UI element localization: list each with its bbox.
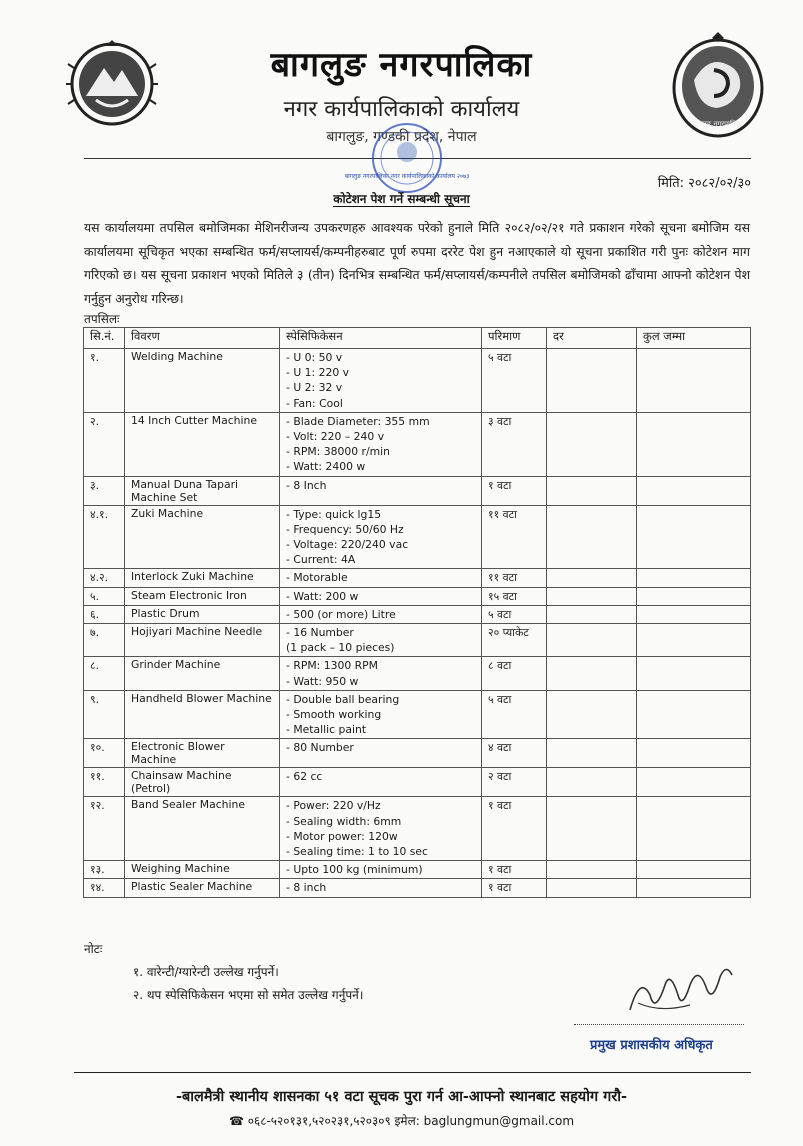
- table-row: [84, 349, 751, 413]
- cell-sn: ४.२.: [84, 569, 125, 587]
- cell-sn: ५.: [84, 587, 125, 605]
- footer-contact: ☎ ०६८-५२०१३१,५२०२३१,५२०३०९ इमेल: baglungmun@gmail.com: [228, 1114, 575, 1128]
- cell-total: [637, 879, 751, 897]
- office-address: बागलुङ, गण्डकी प्रदेश, नेपाल: [326, 129, 477, 145]
- notice-subject: [0, 190, 803, 207]
- cell-qty: १ वटा: [482, 861, 547, 879]
- cell-sn: ६.: [84, 605, 125, 623]
- table-row: [84, 690, 751, 739]
- cell-rate: [547, 587, 637, 605]
- spec-line: - Blade Diameter: 355 mm: [286, 414, 430, 428]
- spec-line: - Volt: 220 – 240 v: [286, 430, 385, 444]
- cell-total: [637, 861, 751, 879]
- spec-line: - Metallic paint: [286, 723, 367, 737]
- cell-rate: [547, 657, 637, 690]
- spec-line: (1 pack – 10 pieces): [286, 641, 395, 655]
- col-header-desc: विवरण: [125, 328, 280, 349]
- items-table-body: [84, 349, 751, 898]
- footer-slogan: -बालमैत्री स्थानीय शासनका ५१ वटा सूचक पुरा गर्न आ-आफ्नो स्थानबाट सहयोग गरौ-: [175, 1089, 628, 1105]
- table-row: [84, 739, 751, 768]
- items-table: [83, 327, 751, 898]
- cell-rate: [547, 768, 637, 797]
- cell-sn: १.: [84, 349, 125, 413]
- col-header-qty: परिमाण: [482, 328, 547, 349]
- table-row: [84, 861, 751, 879]
- cell-qty: २० प्याकेट: [482, 624, 547, 657]
- cell-spec: [280, 476, 482, 505]
- signature-line: [574, 1024, 744, 1025]
- cell-sn: २.: [84, 412, 125, 476]
- stamp-text: बागलुङ नगरपालिका नगर कार्यपालिकाको कार्यालय २०७३: [344, 173, 470, 180]
- table-row: [84, 657, 751, 690]
- cell-sn: १२.: [84, 797, 125, 861]
- cell-desc: Grinder Machine: [125, 657, 280, 690]
- cell-total: [637, 349, 751, 413]
- cell-spec: [280, 624, 482, 657]
- cell-rate: [547, 624, 637, 657]
- spec-line: - Sealing width: 6mm: [286, 814, 402, 828]
- spec-line: - Upto 100 kg (minimum): [286, 863, 423, 877]
- cell-rate: [547, 412, 637, 476]
- cell-qty: १५ वटा: [482, 587, 547, 605]
- cell-desc: Welding Machine: [125, 349, 280, 413]
- details-label: तपसिलः: [84, 312, 120, 326]
- cell-sn: ११.: [84, 768, 125, 797]
- cell-spec: [280, 412, 482, 476]
- cell-desc: Electronic Blower Machine: [125, 739, 280, 768]
- cell-total: [637, 505, 751, 569]
- table-header-row: [84, 328, 751, 349]
- spec-line: - 8 inch: [286, 881, 327, 895]
- spec-line: - Fan: Cool: [286, 396, 343, 410]
- col-header-total: कुल जम्मा: [637, 328, 751, 349]
- footer-divider: [74, 1072, 751, 1073]
- cell-desc: Hojiyari Machine Needle: [125, 624, 280, 657]
- note-item: २. थप स्पेसिफिकेसन भएमा सो समेत उल्लेख गर्नुपर्ने।: [133, 988, 364, 1002]
- spec-line: - RPM: 38000 r/min: [286, 445, 390, 459]
- spec-line: - Watt: 950 w: [286, 674, 359, 688]
- cell-sn: ४.१.: [84, 505, 125, 569]
- cell-spec: [280, 605, 482, 623]
- cell-total: [637, 690, 751, 739]
- spec-line: - Double ball bearing: [286, 692, 400, 706]
- cell-qty: ५ वटा: [482, 690, 547, 739]
- cell-qty: २ वटा: [482, 768, 547, 797]
- cell-rate: [547, 739, 637, 768]
- notice-date: मिति: २०८२/०२/३०: [657, 176, 751, 191]
- spec-line: - Motor power: 120w: [286, 829, 398, 843]
- cell-total: [637, 412, 751, 476]
- cell-total: [637, 768, 751, 797]
- cell-qty: ११ वटा: [482, 505, 547, 569]
- cell-rate: [547, 797, 637, 861]
- emblem-caption: बागलुङ नगरपालिका: [692, 120, 744, 128]
- cell-total: [637, 569, 751, 587]
- cell-qty: ३ वटा: [482, 412, 547, 476]
- cell-total: [637, 739, 751, 768]
- cell-desc: 14 Inch Cutter Machine: [125, 412, 280, 476]
- cell-sn: ९.: [84, 690, 125, 739]
- cell-spec: [280, 690, 482, 739]
- table-row: [84, 476, 751, 505]
- cell-spec: [280, 505, 482, 569]
- cell-total: [637, 624, 751, 657]
- cell-qty: ५ वटा: [482, 605, 547, 623]
- cell-qty: १ वटा: [482, 476, 547, 505]
- table-row: [84, 768, 751, 797]
- notes-label: नोटः: [84, 942, 103, 956]
- cell-desc: Band Sealer Machine: [125, 797, 280, 861]
- notice-subject-text: कोटेशन पेश गर्ने सम्बन्धी सूचना: [333, 192, 470, 206]
- table-row: [84, 605, 751, 623]
- spec-line: - 8 Inch: [286, 478, 327, 492]
- cell-spec: [280, 768, 482, 797]
- spec-line: - Voltage: 220/240 vac: [286, 538, 409, 552]
- table-row: [84, 412, 751, 476]
- cell-total: [637, 797, 751, 861]
- cell-desc: Handheld Blower Machine: [125, 690, 280, 739]
- office-title: बागलुङ नगरपालिका: [270, 45, 533, 85]
- cell-sn: १०.: [84, 739, 125, 768]
- cell-desc: Chainsaw Machine (Petrol): [125, 768, 280, 797]
- table-row: [84, 569, 751, 587]
- cell-rate: [547, 690, 637, 739]
- spec-line: - Sealing time: 1 to 10 sec: [286, 845, 428, 859]
- office-stamp: [344, 118, 470, 198]
- table-row: [84, 505, 751, 569]
- cell-rate: [547, 569, 637, 587]
- cell-sn: १४.: [84, 879, 125, 897]
- cell-rate: [547, 605, 637, 623]
- signature: [620, 955, 740, 1025]
- spec-line: - U 1: 220 v: [286, 366, 350, 380]
- cell-spec: [280, 739, 482, 768]
- table-row: [84, 587, 751, 605]
- cell-spec: [280, 349, 482, 413]
- cell-qty: १ वटा: [482, 879, 547, 897]
- cell-desc: Zuki Machine: [125, 505, 280, 569]
- cell-rate: [547, 349, 637, 413]
- col-header-rate: दर: [547, 328, 637, 349]
- table-row: [84, 624, 751, 657]
- col-header-spec: स्पेसिफिकेसन: [280, 328, 482, 349]
- spec-line: - Smooth working: [286, 708, 382, 722]
- cell-spec: [280, 879, 482, 897]
- signatory-title: प्रमुख प्रशासकीय अधिकृत: [590, 1038, 713, 1053]
- cell-rate: [547, 505, 637, 569]
- spec-line: - Watt: 2400 w: [286, 460, 366, 474]
- cell-spec: [280, 657, 482, 690]
- cell-spec: [280, 861, 482, 879]
- spec-line: - Current: 4A: [286, 553, 356, 567]
- cell-total: [637, 605, 751, 623]
- spec-line: - Motorable: [286, 571, 348, 585]
- cell-desc: Manual Duna Tapari Machine Set: [125, 476, 280, 505]
- spec-line: - U 0: 50 v: [286, 351, 343, 364]
- cell-desc: Weighing Machine: [125, 861, 280, 879]
- notice-body: यस कार्यालयमा तपसिल बमोजिमका मेशिनरीजन्य उपकरणहरु आवश्यक परेको हुनाले मिति २०८२/०२/२१ गते प्रकाशन गरेको सूचना बमोजिम यस कार्यालयमा सूचिकृत भएका सम्बन्धित फर्म/सप्लायर्स/कम्पनीहरुबाट पूर्ण रुपमा दररेट पेश हुन नआएकाले यो सूचना प्रकाशित गरी पुनः कोटेशन माग गरिएको छ। यस सूचना प्रकाशन भएको मितिले ३ (तीन) दिनभित्र सम्बन्धित फर्म/सप्लायर्स/कम्पनीले तपसिल बमोजिमको ढाँचामा आफ्नो कोटेशन पेश गर्नुहुन अनुरोध गरिन्छ।: [84, 220, 750, 306]
- cell-total: [637, 587, 751, 605]
- table-row: [84, 879, 751, 897]
- cell-rate: [547, 476, 637, 505]
- cell-rate: [547, 879, 637, 897]
- cell-sn: ७.: [84, 624, 125, 657]
- col-header-sn: सि.नं.: [84, 328, 125, 349]
- cell-desc: Plastic Drum: [125, 605, 280, 623]
- cell-sn: ३.: [84, 476, 125, 505]
- cell-qty: ५ वटा: [482, 349, 547, 413]
- spec-line: - 80 Number: [286, 741, 354, 755]
- cell-desc: Interlock Zuki Machine: [125, 569, 280, 587]
- spec-line: - Watt: 200 w: [286, 589, 359, 603]
- spec-line: - U 2: 32 v: [286, 381, 343, 395]
- cell-spec: [280, 569, 482, 587]
- spec-line: - 500 (or more) Litre: [286, 607, 396, 621]
- spec-line: - Power: 220 v/Hz: [286, 799, 381, 813]
- cell-qty: ४ वटा: [482, 739, 547, 768]
- spec-line: - 16 Number: [286, 626, 354, 640]
- cell-desc: Steam Electronic Iron: [125, 587, 280, 605]
- cell-spec: [280, 587, 482, 605]
- cell-spec: [280, 797, 482, 861]
- cell-sn: ८.: [84, 657, 125, 690]
- cell-qty: ८ वटा: [482, 657, 547, 690]
- note-item: १. वारेन्टी/ग्यारेन्टी उल्लेख गर्नुपर्ने।: [133, 965, 279, 979]
- table-row: [84, 797, 751, 861]
- cell-qty: १ वटा: [482, 797, 547, 861]
- cell-total: [637, 476, 751, 505]
- spec-line: - 62 cc: [286, 770, 323, 784]
- cell-rate: [547, 861, 637, 879]
- cell-desc: Plastic Sealer Machine: [125, 879, 280, 897]
- spec-line: - Type: quick lg15: [286, 507, 382, 521]
- cell-qty: ११ वटा: [482, 569, 547, 587]
- cell-sn: १३.: [84, 861, 125, 879]
- spec-line: - Frequency: 50/60 Hz: [286, 522, 404, 536]
- spec-line: - RPM: 1300 RPM: [286, 659, 378, 673]
- cell-total: [637, 657, 751, 690]
- office-subtitle: नगर कार्यपालिकाको कार्यालय: [283, 97, 520, 122]
